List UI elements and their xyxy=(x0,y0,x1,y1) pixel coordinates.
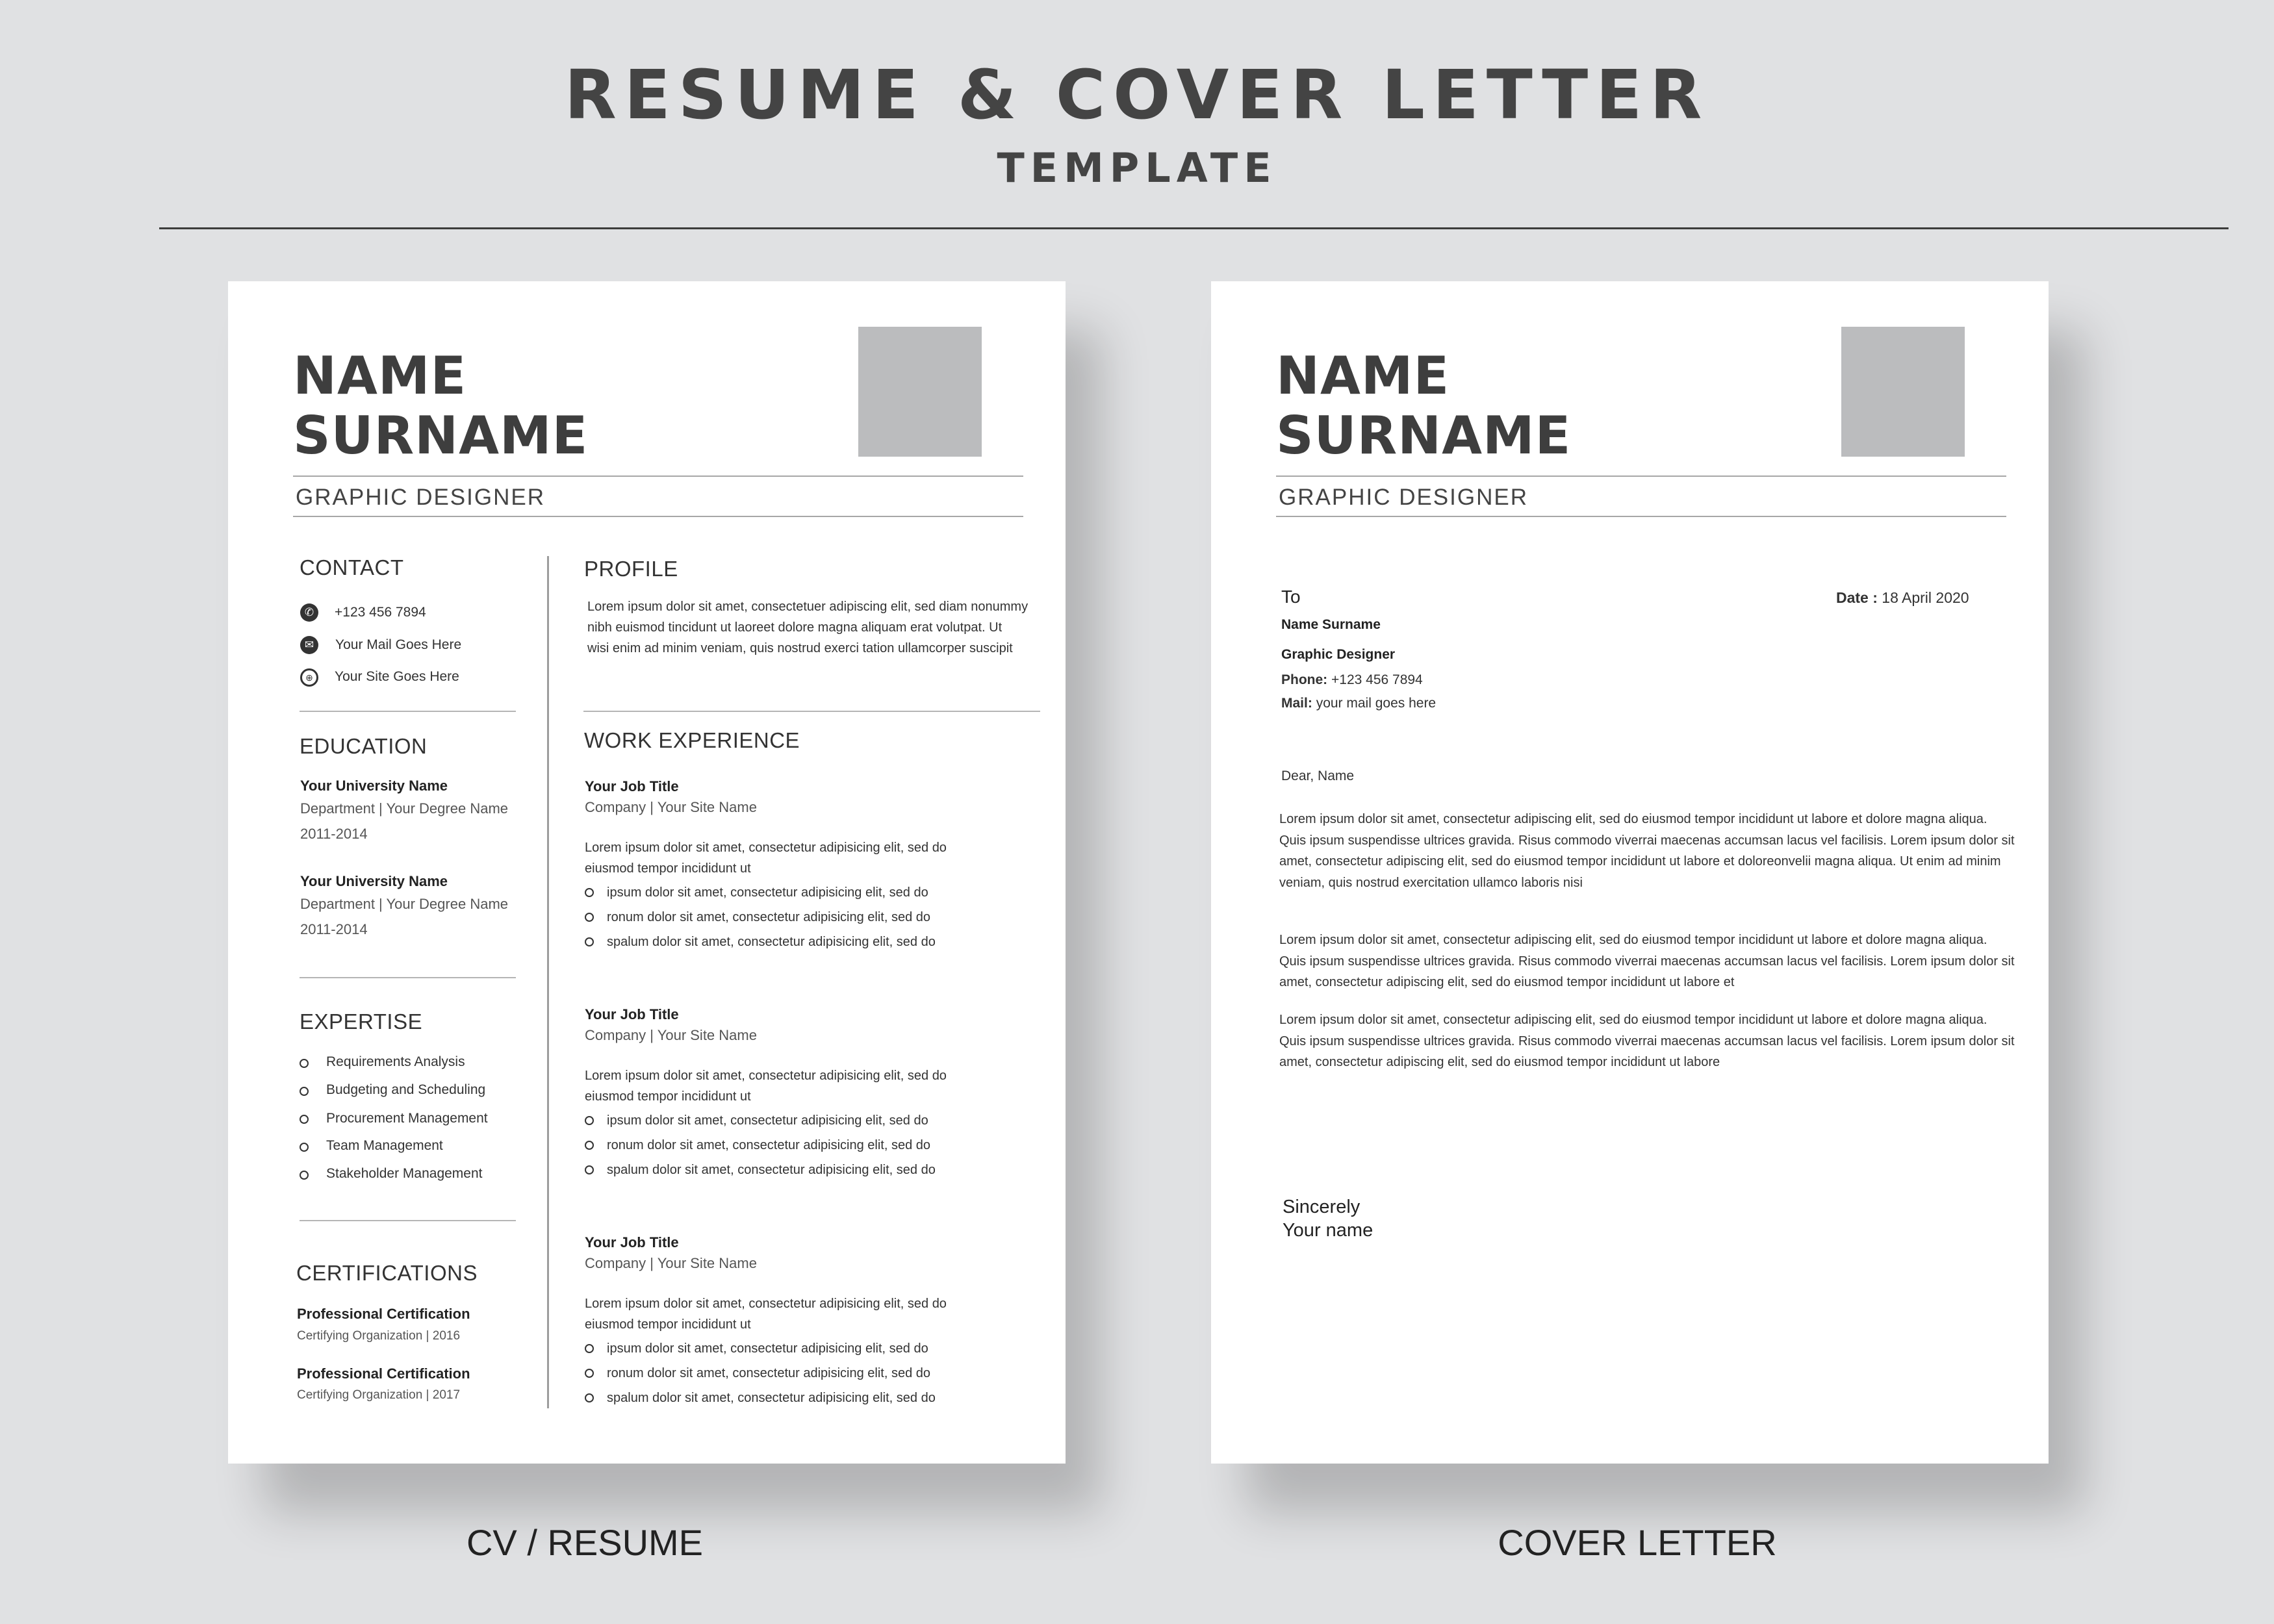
job-bullet-text: spalum dolor sit amet, consectetur adipisicing elit, sed do xyxy=(607,935,936,949)
bullet-icon xyxy=(300,1143,309,1152)
job-bullet-text: ipsum dolor sit amet, consectetur adipisicing elit, sed do xyxy=(607,1113,928,1128)
column-divider xyxy=(547,556,549,1408)
cover-letter-label: COVER LETTER xyxy=(1498,1522,1777,1563)
job-bullets xyxy=(585,880,936,954)
paragraph-line: amet, consectetur adipiscing elit, sed do eiusmod tempor incididunt ut labore et doloreonvelii magna aliqua. Ut enim ad minim xyxy=(1279,854,2001,869)
contact-divider xyxy=(300,711,516,712)
job-desc-line: eiusmod tempor incididunt ut xyxy=(585,1317,751,1332)
paragraph-line: Quis ipsum suspendisse ultrices gravida. Risus commodo viverrai maecenas accumsan lacus vel facilisis. Lorem ipsum dolor sit xyxy=(1279,954,2015,969)
paragraph-line: veniam, quis nostrud exercitation ullamco laboris nisi xyxy=(1279,875,1583,890)
recipient-name: Name Surname xyxy=(1281,617,1381,632)
job-desc-line: Lorem ipsum dolor sit amet, consectetur adipisicing elit, sed do xyxy=(585,1297,947,1311)
paragraph-line: Lorem ipsum dolor sit amet, consectetur adipiscing elit, sed do eiusmod tempor incididunt ut labore et dolore magna aliqua. xyxy=(1279,812,1987,826)
list-item xyxy=(585,1386,936,1410)
mail-label: Mail: xyxy=(1281,696,1312,711)
certification-name: Professional Certification xyxy=(297,1306,470,1322)
paragraph-line: Quis ipsum suspendisse ultrices gravida. Risus commodo viverrai maecenas accumsan lacus vel facilisis. Lorem ipsum dolor sit xyxy=(1279,833,2015,848)
expertise-item: Procurement Management xyxy=(326,1111,488,1126)
profile-divider xyxy=(583,711,1040,712)
letter-date xyxy=(1836,589,1969,607)
job-bullet-text: spalum dolor sit amet, consectetur adipisicing elit, sed do xyxy=(607,1391,936,1405)
job-bullets xyxy=(585,1336,936,1410)
contact-site: Your Site Goes Here xyxy=(335,669,459,684)
bullet-icon xyxy=(585,1369,594,1378)
education-degree: Department | Your Degree Name xyxy=(300,800,508,817)
profile-line: wisi enim ad minim veniam, quis nostrud exerci tation ullamcorper suscipit xyxy=(587,641,1013,655)
list-item xyxy=(585,1158,936,1182)
list-item xyxy=(585,905,936,930)
phone-icon: ✆ xyxy=(300,603,318,622)
job-description xyxy=(585,1065,947,1107)
job-title: Your Job Title xyxy=(585,1234,679,1250)
paragraph-line: Lorem ipsum dolor sit amet, consectetur adipiscing elit, sed do eiusmod tempor incididunt ut labore et dolore magna aliqua. xyxy=(1279,933,1987,947)
education-heading: EDUCATION xyxy=(300,734,428,758)
contact-phone: +123 456 7894 xyxy=(335,605,426,620)
paragraph-line: Lorem ipsum dolor sit amet, consectetur adipiscing elit, sed do eiusmod tempor incididunt ut labore et dolore magna aliqua. xyxy=(1279,1013,1987,1027)
resume-bottom-rule xyxy=(293,516,1023,517)
bullet-icon xyxy=(585,1344,594,1353)
resume-sheet xyxy=(228,281,1066,1464)
certification-name: Professional Certification xyxy=(297,1365,470,1382)
certifications-heading: CERTIFICATIONS xyxy=(296,1261,478,1285)
paragraph-line: amet, consectetur adipiscing elit, sed do eiusmod tempor incididunt ut labore et xyxy=(1279,975,1735,989)
job-desc-line: Lorem ipsum dolor sit amet, consectetur adipisicing elit, sed do xyxy=(585,841,947,855)
expertise-heading: EXPERTISE xyxy=(300,1009,423,1034)
globe-icon: ⊕ xyxy=(300,668,318,687)
page-subtitle: TEMPLATE xyxy=(997,144,1277,192)
list-item xyxy=(585,930,936,954)
education-school: Your University Name xyxy=(300,778,448,794)
bullet-icon xyxy=(300,1171,309,1180)
recipient-phone xyxy=(1281,672,1423,688)
cover-job-title: GRAPHIC DESIGNER xyxy=(1279,485,1528,510)
profile-line: nibh euismod tincidunt ut laoreet dolore magna aliquam erat volutpat. Ut xyxy=(587,620,1003,635)
job-desc-line: eiusmod tempor incididunt ut xyxy=(585,861,751,876)
work-experience-heading: WORK EXPERIENCE xyxy=(584,728,800,752)
paragraph-line: Quis ipsum suspendisse ultrices gravida. Risus commodo viverrai maecenas accumsan lacus vel facilisis. Lorem ipsum dolor sit xyxy=(1279,1034,2015,1048)
contact-mail: Your Mail Goes Here xyxy=(335,637,462,652)
contact-heading: CONTACT xyxy=(300,555,404,579)
bullet-icon xyxy=(585,937,594,946)
mail-value: your mail goes here xyxy=(1316,696,1437,711)
resume-top-rule xyxy=(293,476,1023,477)
mail-icon: ✉ xyxy=(300,636,318,654)
phone-value: +123 456 7894 xyxy=(1331,672,1423,687)
letter-paragraph xyxy=(1279,1009,2015,1073)
list-item xyxy=(585,1336,936,1361)
job-bullet-text: ronum dolor sit amet, consectetur adipisicing elit, sed do xyxy=(607,910,931,924)
certification-org: Certifying Organization | 2017 xyxy=(297,1388,461,1402)
date-label: Date : xyxy=(1836,589,1878,606)
signature: Your name xyxy=(1283,1220,1373,1241)
cover-name xyxy=(1276,346,1571,466)
closing: Sincerely xyxy=(1283,1197,1361,1217)
bullet-icon xyxy=(585,1116,594,1125)
resume-name-last: SURNAME xyxy=(293,405,589,466)
bullet-icon xyxy=(585,913,594,922)
bullet-icon xyxy=(300,1059,309,1068)
job-bullet-text: ipsum dolor sit amet, consectetur adipisicing elit, sed do xyxy=(607,1341,928,1356)
job-company: Company | Your Site Name xyxy=(585,799,757,815)
job-entry xyxy=(585,1004,757,1046)
job-company: Company | Your Site Name xyxy=(585,1255,757,1271)
phone-label: Phone: xyxy=(1281,672,1328,687)
expertise-item: Team Management xyxy=(326,1138,443,1153)
bullet-icon xyxy=(585,1165,594,1174)
cv-resume-label: CV / RESUME xyxy=(466,1522,704,1563)
cover-photo-placeholder xyxy=(1841,327,1965,457)
list-item xyxy=(585,880,936,905)
job-entry xyxy=(585,776,757,818)
profile-text xyxy=(587,596,1028,659)
date-value: 18 April 2020 xyxy=(1882,589,1969,606)
job-bullets xyxy=(585,1108,936,1182)
bullet-icon xyxy=(585,1141,594,1150)
job-bullet-text: ronum dolor sit amet, consectetur adipisicing elit, sed do xyxy=(607,1366,931,1380)
education-years: 2011-2014 xyxy=(300,921,368,937)
cover-letter-sheet xyxy=(1211,281,2049,1464)
job-entry xyxy=(585,1232,757,1274)
letter-paragraph xyxy=(1279,809,2015,893)
bullet-icon xyxy=(300,1115,309,1124)
list-item xyxy=(585,1361,936,1386)
profile-heading: PROFILE xyxy=(584,557,678,581)
letter-paragraph xyxy=(1279,930,2015,993)
job-company: Company | Your Site Name xyxy=(585,1027,757,1043)
expertise-item: Requirements Analysis xyxy=(326,1054,465,1069)
job-title: Your Job Title xyxy=(585,778,679,794)
resume-name xyxy=(293,346,588,466)
job-title: Your Job Title xyxy=(585,1006,679,1022)
recipient-title: Graphic Designer xyxy=(1281,647,1396,662)
to-label: To xyxy=(1281,587,1301,607)
profile-line: Lorem ipsum dolor sit amet, consectetuer adipiscing elit, sed diam nonummy xyxy=(587,600,1028,614)
resume-photo-placeholder xyxy=(858,327,982,457)
expertise-divider xyxy=(300,1220,516,1221)
page-title: RESUME & COVER LETTER xyxy=(564,55,1710,134)
education-years: 2011-2014 xyxy=(300,826,368,842)
salutation: Dear, Name xyxy=(1281,768,1355,783)
bullet-icon xyxy=(585,888,594,897)
cover-top-rule xyxy=(1276,476,2006,477)
resume-job-title: GRAPHIC DESIGNER xyxy=(296,485,545,510)
cover-name-last: SURNAME xyxy=(1276,405,1572,466)
bullet-icon xyxy=(300,1087,309,1096)
resume-name-first: NAME xyxy=(293,346,467,406)
job-description xyxy=(585,1293,947,1335)
list-item xyxy=(585,1133,936,1158)
certification-org: Certifying Organization | 2016 xyxy=(297,1329,461,1343)
education-degree: Department | Your Degree Name xyxy=(300,896,508,912)
job-bullet-text: spalum dolor sit amet, consectetur adipisicing elit, sed do xyxy=(607,1163,936,1177)
paragraph-line: amet, consectetur adipiscing elit, sed do eiusmod tempor incididunt ut labore xyxy=(1279,1055,1720,1069)
list-item xyxy=(585,1108,936,1133)
bullet-icon xyxy=(585,1393,594,1402)
job-bullet-text: ipsum dolor sit amet, consectetur adipisicing elit, sed do xyxy=(607,885,928,900)
expertise-item: Stakeholder Management xyxy=(326,1166,483,1181)
expertise-item: Budgeting and Scheduling xyxy=(326,1082,486,1097)
education-school: Your University Name xyxy=(300,873,448,889)
education-divider xyxy=(300,977,516,978)
job-bullet-text: ronum dolor sit amet, consectetur adipisicing elit, sed do xyxy=(607,1138,931,1152)
job-desc-line: eiusmod tempor incididunt ut xyxy=(585,1089,751,1104)
cover-name-first: NAME xyxy=(1276,346,1450,406)
recipient-mail xyxy=(1281,696,1436,711)
job-desc-line: Lorem ipsum dolor sit amet, consectetur adipisicing elit, sed do xyxy=(585,1069,947,1083)
job-description xyxy=(585,837,947,879)
header-divider xyxy=(159,227,2229,229)
cover-bottom-rule xyxy=(1276,516,2006,517)
